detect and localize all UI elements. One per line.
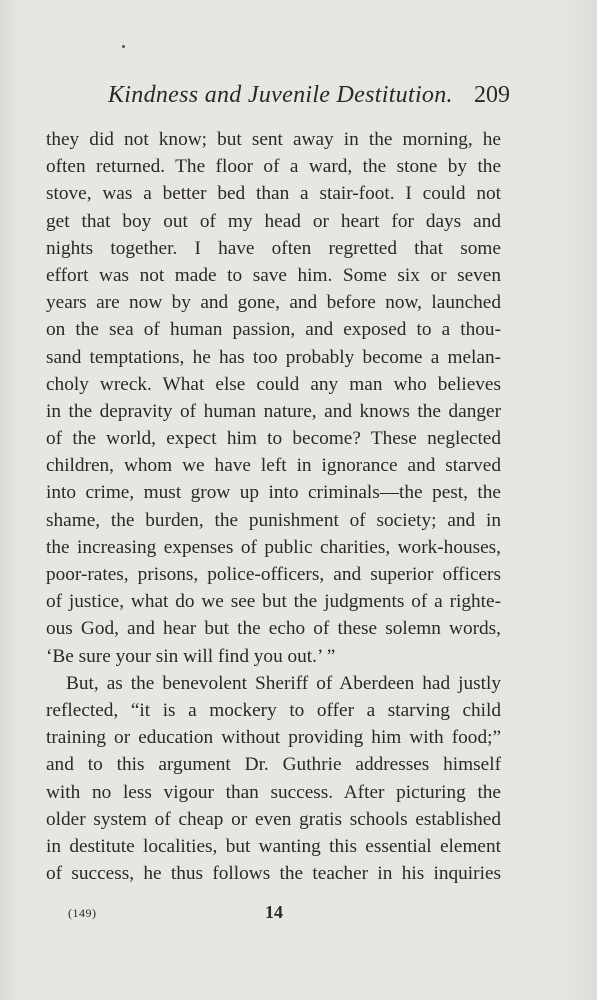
text-line: years are now by and gone, and before now, launched [46, 292, 501, 314]
text-line: in destitute localities, but wanting this essential element [46, 835, 501, 857]
text-line: nights together. I have often regretted that some [46, 237, 501, 259]
text-line: the increasing expenses of public charities, work-houses, [46, 536, 501, 558]
text-line: effort was not made to save him. Some six or seven [46, 264, 501, 286]
text-line: shame, the burden, the punishment of society; and in [46, 509, 501, 531]
body-text [46, 126, 501, 887]
text-line: ‘Be sure your sin will find you out.’ ” [46, 645, 336, 667]
text-line: training or education without providing him with food;” [46, 727, 501, 749]
text-line: into crime, must grow up into criminals—the pest, the [46, 482, 501, 504]
text-line: of the world, expect him to become? These neglected [46, 428, 501, 450]
text-line: of justice, what do we see but the judgments of a righte- [46, 591, 501, 613]
text-line: and to this argument Dr. Guthrie addresses himself [46, 754, 501, 776]
text-line: stove, was a better bed than a stair-foot. I could not [46, 183, 501, 205]
page-number: 209 [474, 82, 510, 108]
text-line: with no less vigour than success. After picturing the [46, 781, 501, 803]
text-line: in the depravity of human nature, and knows the danger [46, 400, 501, 422]
text-line: of success, he thus follows the teacher in his inquiries [46, 863, 501, 885]
signature-mark: (149) [68, 906, 97, 920]
text-line: get that boy out of my head or heart for days and [46, 210, 501, 232]
text-line: they did not know; but sent away in the morning, he [46, 129, 501, 150]
page-footer [0, 902, 597, 926]
gathering-number: 14 [265, 902, 283, 922]
text-line: older system of cheap or even gratis schools established [46, 808, 501, 830]
text-line: ous God, and hear but the echo of these solemn words, [46, 618, 501, 640]
text-line: often returned. The floor of a ward, the stone by the [46, 156, 501, 178]
text-line: choly wreck. What else could any man who believes [46, 373, 501, 395]
text-line: children, whom we have left in ignorance and starved [46, 455, 501, 477]
text-line: on the sea of human passion, and exposed to a thou- [46, 319, 501, 341]
ink-speck [122, 45, 125, 48]
paragraph-first-line: But, as the benevolent Sheriff of Aberdeen had justly [66, 672, 501, 694]
running-head [108, 82, 510, 116]
text-line: poor-rates, prisons, police-officers, and superior officers [46, 564, 501, 585]
running-head-title: Kindness and Juvenile Destitution. [108, 82, 453, 108]
text-line: sand temptations, he has too probably become a melan- [46, 346, 501, 368]
text-line: reflected, “it is a mockery to offer a starving child [46, 699, 501, 721]
